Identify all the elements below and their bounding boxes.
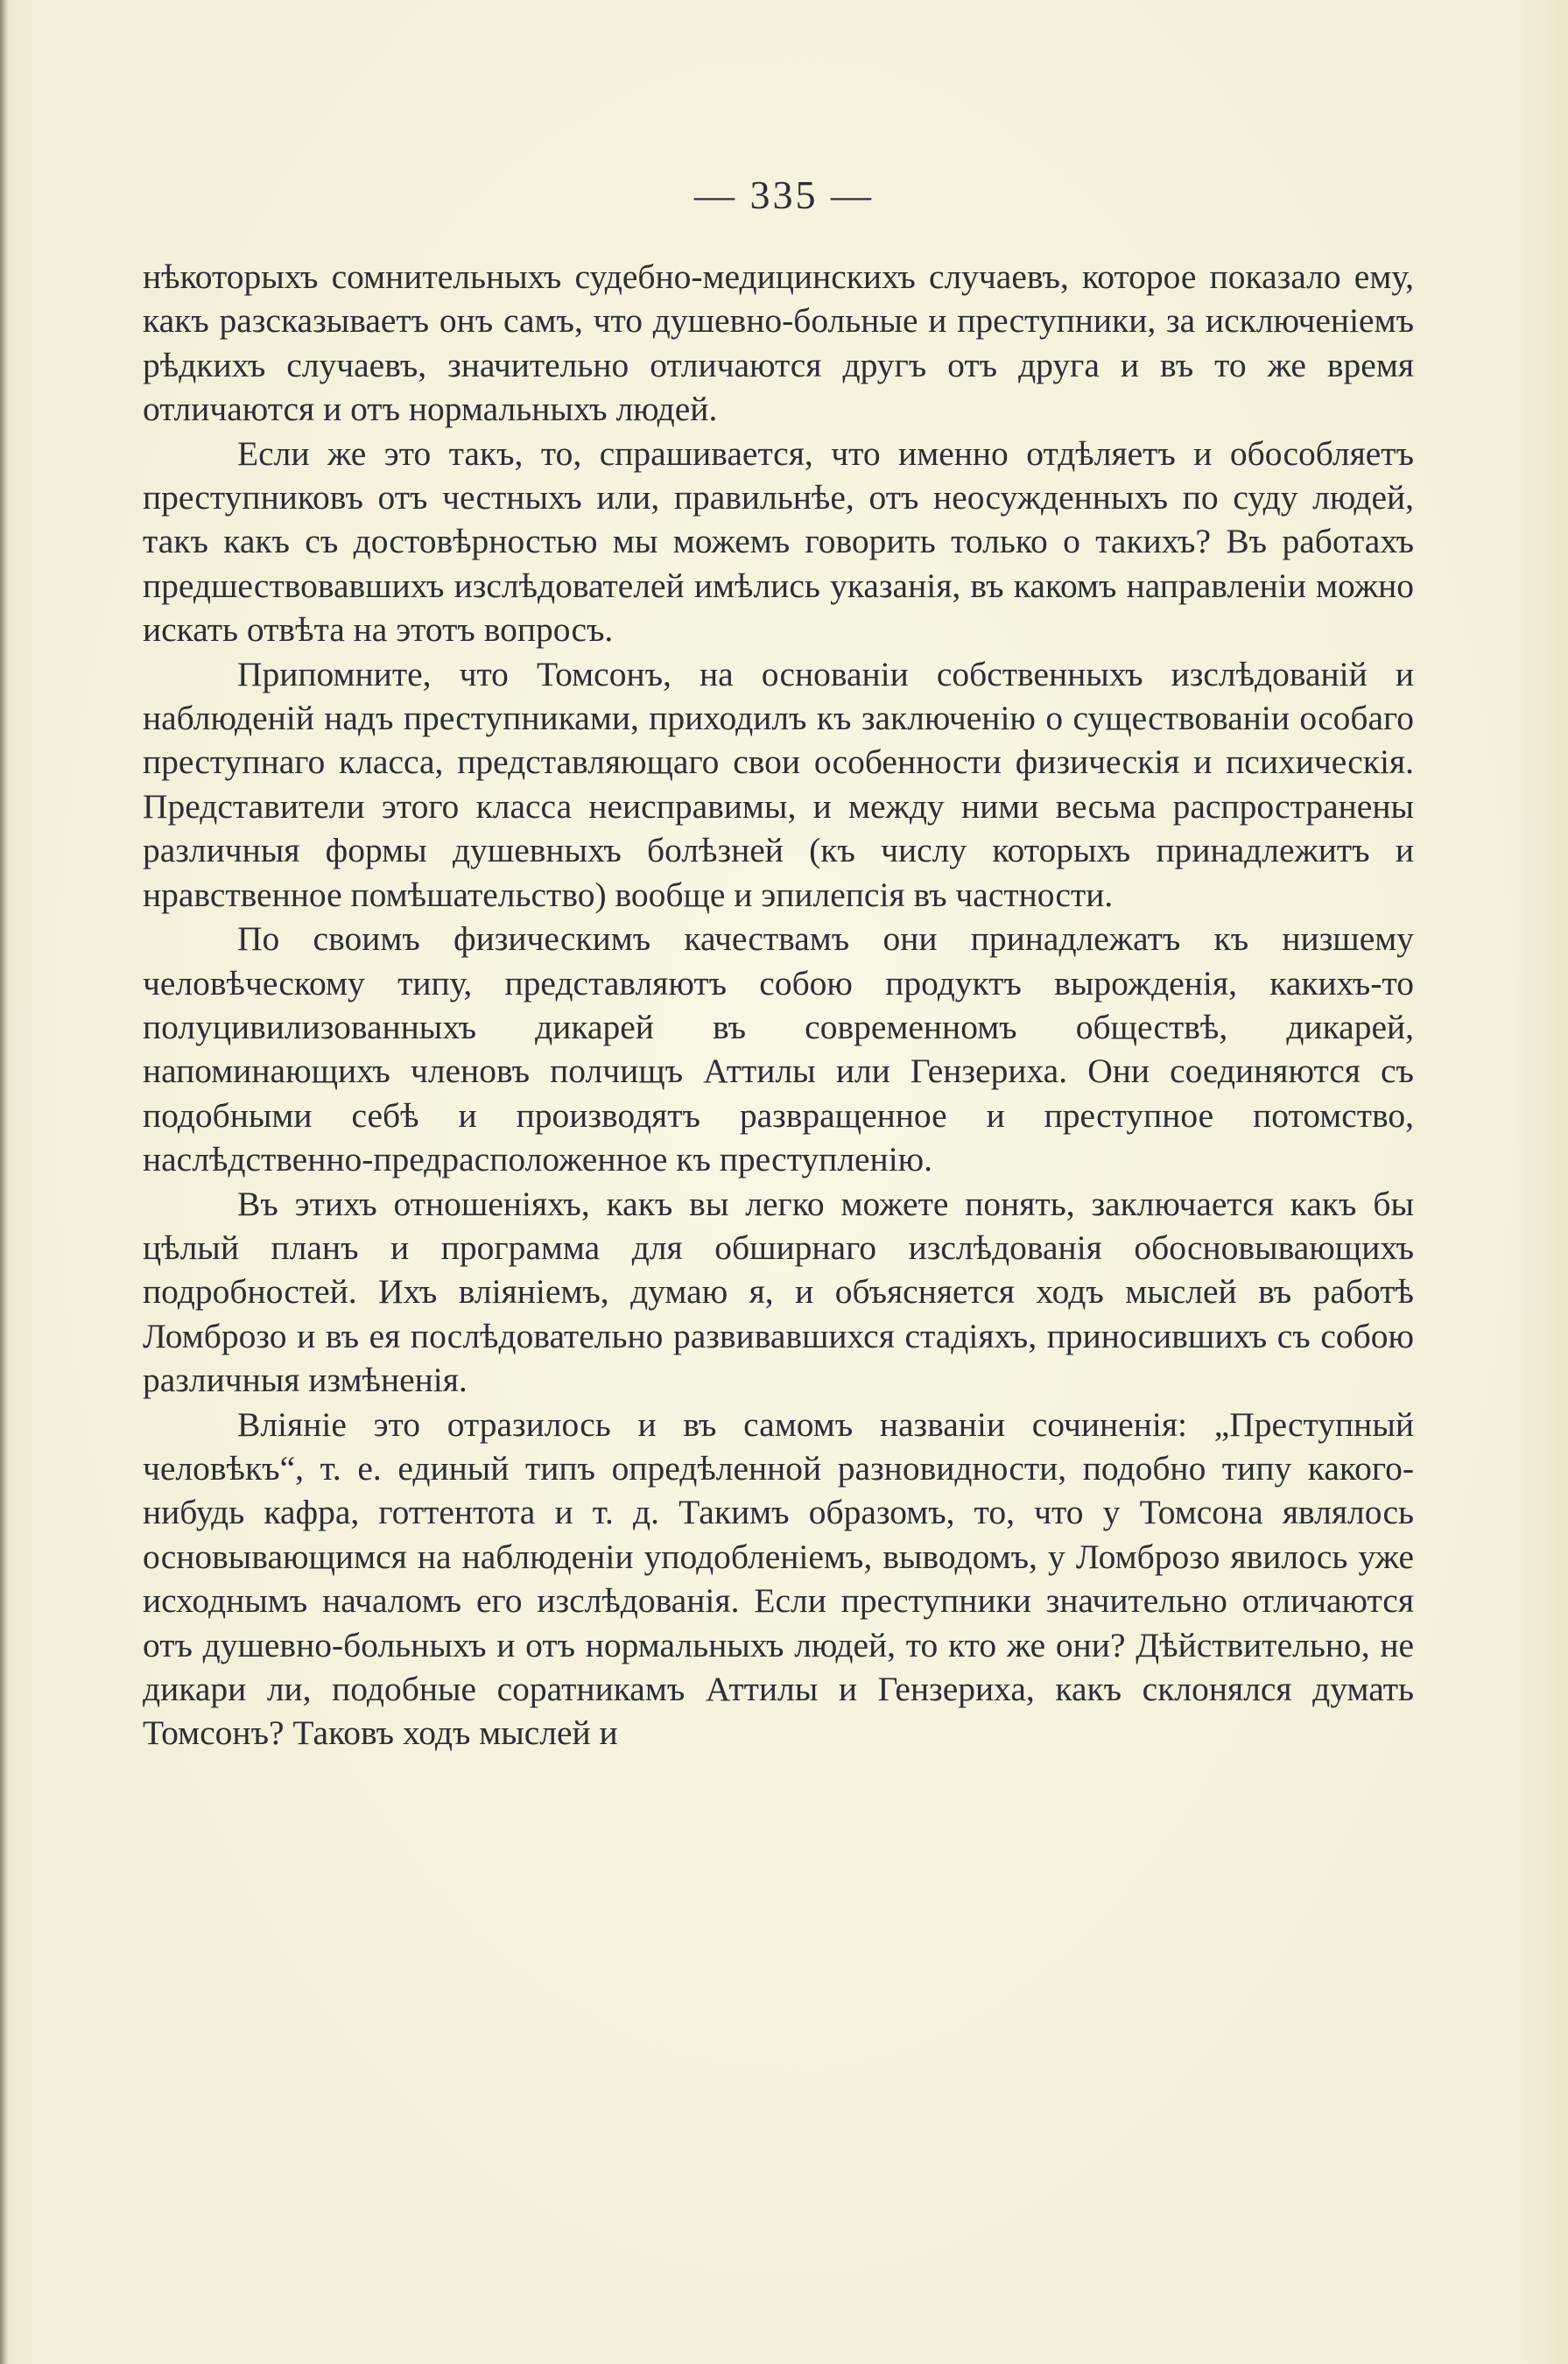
paragraph: Въ этихъ отношеніяхъ, какъ вы легко можете понять, заключается какъ бы цѣлый планъ и программа для обширнаго изслѣдованія обосновывающихъ подробностей. Ихъ вліяніемъ, думаю я, и объясняется ходъ мыслей въ работѣ Ломброзо и въ ея послѣдовательно развивавшихся стадіяхъ, приносившихъ съ собою различныя измѣненія. bbox=[143, 1184, 1414, 1400]
body-text bbox=[143, 255, 1414, 1755]
paragraph: Припомните, что Томсонъ, на основаніи собственныхъ изслѣдованій и наблюденій надъ преступниками, приходилъ къ заключенію о существованіи особаго преступнаго класса, представляющаго свои особенности физическія и психическія. Представители этого класса неисправимы, и между ними весьма распространены различныя формы душевныхъ болѣзней (къ числу которыхъ принадлежитъ и нравственное помѣшательство) вообще и эпилепсія въ частности. bbox=[143, 654, 1414, 914]
paragraph-continuation: нѣкоторыхъ сомнительныхъ судебно-медицинскихъ случаевъ, которое показало ему, какъ разсказываетъ онъ самъ, что душевно-больные и преступники, за исключеніемъ рѣдкихъ случаевъ, значительно отличаются другъ отъ друга и въ то же время отличаются и отъ нормальныхъ людей. bbox=[143, 257, 1414, 429]
page-number: — 335 — bbox=[694, 172, 874, 217]
paragraph: Вліяніе это отразилось и въ самомъ названіи сочиненія: „Преступный человѣкъ“, т. е. единый типъ опредѣленной разновидности, подобно типу какого-нибудь кафра, готтентота и т. д. Такимъ образомъ, то, что у Томсона являлось основывающимся на наблюденіи уподобленіемъ, выводомъ, у Ломброзо явилось уже исходнымъ началомъ его изслѣдованія. Если преступники значительно отличаются отъ душевно-больныхъ и отъ нормальныхъ людей, то кто же они? Дѣйствительно, не дикари ли, подобные соратникамъ Аттилы и Гензериха, какъ склонялся думать Томсонъ? Таковъ ходъ мыслей и bbox=[143, 1404, 1414, 1753]
book-binding-edge bbox=[0, 0, 8, 2364]
paragraph: По своимъ физическимъ качествамъ они принадлежатъ къ низшему человѣческому типу, представляютъ собою продуктъ вырожденія, какихъ-то полуцивилизованныхъ дикарей въ современномъ обществѣ, дикарей, напоминающихъ членовъ полчищъ Аттилы или Гензериха. Они соединяются съ подобными себѣ и производятъ развращенное и преступное потомство, наслѣдственно-предрасположенное къ преступленію. bbox=[143, 919, 1414, 1179]
paragraph: Если же это такъ, то, спрашивается, что именно отдѣляетъ и обособляетъ преступниковъ отъ честныхъ или, правильнѣе, отъ неосужденныхъ по суду людей, такъ какъ съ достовѣрностью мы можемъ говорить только о такихъ? Въ работахъ предшествовавшихъ изслѣдователей имѣлись указанія, въ какомъ направленіи можно искать отвѣта на этотъ вопросъ. bbox=[143, 433, 1414, 650]
